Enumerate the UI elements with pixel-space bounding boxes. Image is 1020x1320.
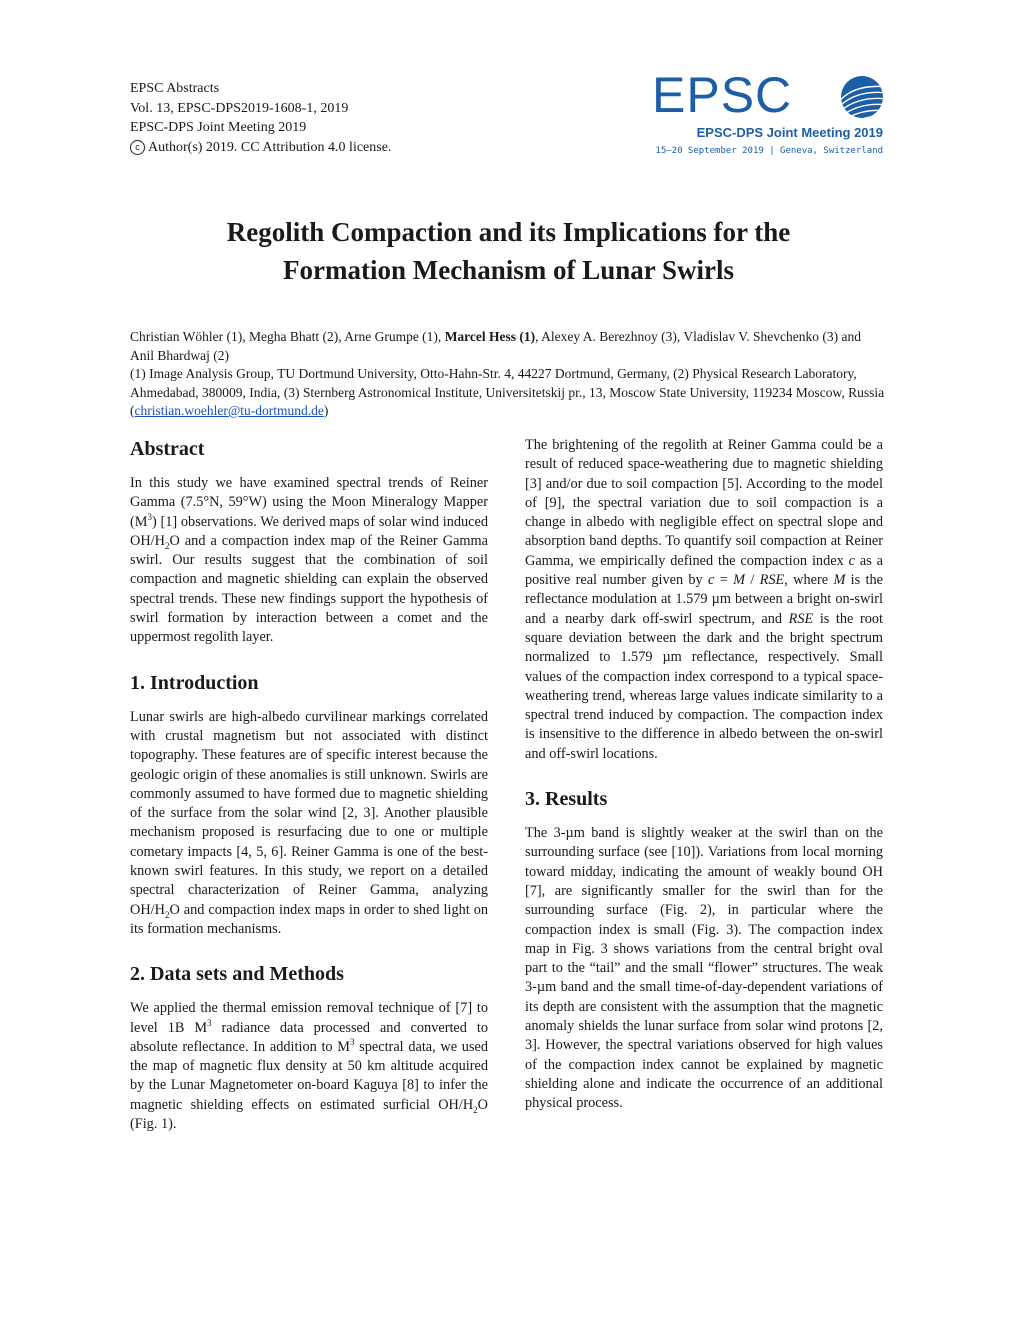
- author-block: [130, 328, 887, 421]
- section-heading-results: 3. Results: [525, 788, 608, 811]
- introduction-paragraph: Lunar swirls are high-albedo curvilinear markings correlated with crustal magnetism but not associated with distinct topography. These features are of specific interest because the geologic origin of these anomalies is still unknown. Swirls are commonly assumed to have formed due to magnetic shielding of the surface from the solar wind [2, 3]. Another plausible mechanism proposed is resurfacing due to one or multiple cometary impacts [4, 5, 6]. Reiner Gamma is one of the best-known swirl features. In this study, we report on a detailed spectral characterization of Reiner Gamma, analyzing $OH/H_2O$ and compaction index maps in order to shed light on its formation mechanisms.: [130, 708, 488, 937]
- right-column: [525, 436, 883, 1114]
- section-heading-abstract: Abstract: [130, 438, 205, 460]
- license-text: Author(s) 2019. CC Attribution 4.0 license.: [148, 139, 392, 155]
- license-line: [130, 138, 391, 158]
- section-heading-introduction: 1. Introduction: [130, 671, 259, 694]
- affiliations: (1) Image Analysis Group, TU Dortmund University, Otto-Hahn-Str. 4, 44227 Dortmund, Germany, (2) Physical Research Laboratory, Ahmedabad, 380009, India, (3) Sternberg Astronomical Institute, Universitetskij pr., 13, Moscow State University, 119234 Moscow, Russia (: [130, 366, 885, 418]
- data-methods-paragraph-2: The brightening of the regolith at Reiner Gamma could be a result of reduced space-weathering due to magnetic shielding [3] and/or due to soil compaction [5]. According to the model of [9], the spectral variation due to soil compaction is a change in albedo with negligible effect on spectral slope and absorption band depths. To quantify soil compaction at Reiner Gamma, we empirically defined the compaction index c as a positive real number given by c = M / RSE, where M is the reflectance modulation at 1.579 µm between a bright on-swirl and a nearby dark off-swirl spectrum, and RSE is the root square deviation between the dark and the bright spectrum normalized to 1.579 µm reflectance, respectively. Small values of the compaction index correspond to a typical space-weathering trend, whereas large values indicate similarity to a spectral trend induced by compaction. The compaction index is insensitive to the difference in albedo between the on-swirl and off-swirl locations.: [525, 437, 884, 762]
- journal-name: EPSC Abstracts: [130, 81, 220, 96]
- data-methods-paragraph: We applied the thermal emission removal technique of [7] to level 1B $M^3$ radiance data processed and converted to absolute reflectance. In addition to $M^3$ spectral data, we used the map of magnetic flux density at 50 km altitude acquired by the Lunar Magnetometer on-board Kaguya [8] to infer the magnetic shielding effects on estimated surficial $OH/H_2O$ (Fig. 1).: [130, 1000, 488, 1133]
- meeting-name: EPSC-DPS Joint Meeting 2019: [130, 120, 307, 135]
- paper-title: [130, 213, 887, 289]
- author-names: Christian Wöhler (1), Megha Bhatt (2), Arne Grumpe (1),: [130, 329, 445, 344]
- logo-dates-label: 15–20 September 2019 | Geneva, Switzerland: [655, 146, 883, 156]
- copyright-icon: c: [130, 140, 145, 155]
- logo-meeting-label: EPSC-DPS Joint Meeting 2019: [696, 125, 883, 140]
- title-line-2: Formation Mechanism of Lunar Swirls: [283, 255, 734, 285]
- presenting-author: Marcel Hess (1): [444, 329, 536, 344]
- abstract-paragraph: In this study we have examined spectral trends of Reiner Gamma (7.5°N, 59°W) using the Moon Mineralogy Mapper $(M^3)$ [1] observations. We derived maps of solar wind induced $OH/H_2O$ and a compaction index map of the Reiner Gamma swirl. Our results suggest that the combination of soil compaction and magnetic shielding can explain the observed spectral trends. These new findings support the hypothesis of swirl formation by interaction between a comet and the uppermost regolith layer.: [130, 475, 488, 646]
- email-link[interactable]: christian.woehler@tu-dortmund.de: [134, 403, 324, 418]
- globe-icon: [840, 75, 884, 119]
- section-heading-data-methods: 2. Data sets and Methods: [130, 963, 344, 986]
- title-line-1: Regolith Compaction and its Implications for the: [226, 217, 791, 247]
- left-column: [130, 436, 488, 1134]
- author-names-cont: , Alexey A. Berezhnoy (3), Vladislav V. Shevchenko (3) and Anil Bhardwaj (2): [130, 329, 861, 363]
- epsc-logo: [652, 67, 888, 160]
- results-paragraph: The 3-µm band is slightly weaker at the swirl than on the surrounding surface (see [10]). Variations from local morning toward midday, indicating the amount of weakly bound OH [7], are significantly smaller for the swirl than for the surrounding surface (Fig. 2), in particular where the compaction index is small (Fig. 3). The compaction index map in Fig. 3 shows variations from the central bright oval part to the “tail” and the small “flower” structures. The weak 3-µm band and the small time-of-day-dependent variations of its depth are consistent with the assumption that the magnetic anomaly shields the lunar surface from solar wind protons [2, 3]. However, the spectral variations observed for high values of the compaction index cannot be explained by magnetic shielding alone and indicate the occurrence of an additional physical process.: [525, 825, 883, 1112]
- logo-wordmark: EPSC: [652, 67, 793, 123]
- abstract-header: [130, 79, 391, 157]
- affiliations-close: ): [323, 403, 329, 418]
- volume-info: Vol. 13, EPSC-DPS2019-1608-1, 2019: [130, 100, 349, 116]
